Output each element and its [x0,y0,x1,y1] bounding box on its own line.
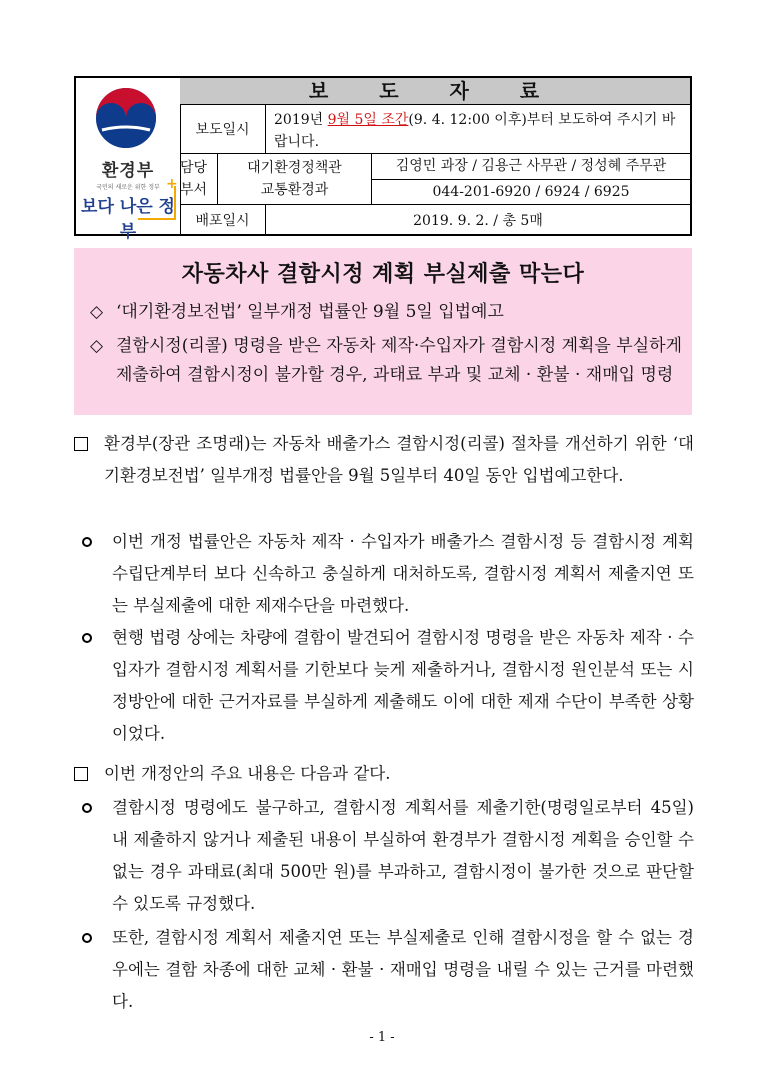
section-1-item-1-text: 이번 개정 법률안은 자동차 제작 · 수입자가 배출가스 결함시정 등 결함시정 계획 수립단계부터 보다 신속하고 충실하게 대처하도록, 결함시정 계획서 제출지연 또는 부실제출에 대한 제재수단을 마련했다. [112,532,694,615]
circle-bullet-icon [82,922,92,954]
headline-title: 자동차사 결함시정 계획 부실제출 막는다 [181,262,585,287]
headline-sub-1-text: ‘대기환경보전법’ 일부개정 법률안 9월 5일 입법예고 [116,302,504,322]
section-2-paragraph [74,758,694,790]
ministry-name: 환경부 [101,161,155,181]
taegeuk-emblem-icon [92,84,160,152]
government-brand: 보다 나은 정부 [81,197,175,242]
section-2-item-1 [82,792,694,920]
square-bullet-icon [74,758,88,792]
diamond-bullet-icon: ◇ [90,302,104,322]
headline-box [74,248,692,415]
circle-bullet-icon [82,622,92,654]
department-office: 대기환경정책관 [247,160,342,176]
circle-bullet-icon [82,526,92,558]
department-label: 담당 부서 [180,154,218,204]
section-1-item-1 [82,526,694,622]
press-release-header [74,76,692,242]
contact-info [372,154,690,204]
department-name [218,154,372,204]
page-number: - 1 - [369,1030,395,1045]
square-bullet-icon [74,428,88,462]
distribution-row [180,205,690,234]
section-1-text: 환경부(장관 조명래)는 자동차 배출가스 결함시정(리콜) 절차를 개선하기 위한 ‘대기환경보전법’ 일부개정 법률안을 9월 5일부터 40일 동안 입법예고한다. [104,434,694,485]
plus-icon: + [166,176,178,192]
section-2-text: 이번 개정안의 주요 내용은 다음과 같다. [104,764,391,783]
headline-sub-2 [90,332,682,390]
section-2-item-1-text: 결함시정 명령에도 불구하고, 결함시정 계획서를 제출기한(명령일로부터 45일) 내 제출하지 않거나 제출된 내용이 부실하여 환경부가 결함시정 계획을 승인할 수 없는 경우 과태료(최대 500만 원)를 부과하고, 결함시정이 불가한 것으로 판단할 수 있도록 규정했다. [112,798,694,913]
distribution-label: 배포일시 [180,205,266,234]
department-division: 교통환경과 [260,182,329,198]
circle-bullet-icon [82,792,92,824]
department-row [180,154,690,205]
embargo-row [180,105,690,154]
embargo-text [266,105,690,153]
embargo-date-highlight: 9월 5일 조간 [327,112,409,128]
section-2-item-2 [82,922,694,1018]
section-1-paragraph [74,428,694,492]
doc-type-title: 보 도 자 료 [180,78,690,105]
section-1-item-2-text: 현행 법령 상에는 차량에 결함이 발견되어 결함시정 명령을 받은 자동차 제작 · 수입자가 결함시정 계획서를 기한보다 늦게 제출하거나, 결함시정 원인분석 또는 시정방안에 대한 근거자료를 부실하게 제출해도 이에 대한 제재 수단이 부족한 상황이었다. [112,628,694,743]
distribution-value: 2019. 9. 2. / 총 5매 [413,212,543,229]
headline-sub-1 [90,298,682,327]
government-tagline: 국민의 새로운 위한 정부 [96,184,160,191]
embargo-date-prefix: 2019년 [274,112,328,128]
section-2-item-2-text: 또한, 결함시정 계획서 제출지연 또는 부실제출로 인해 결함시정을 할 수 없는 경우에는 결함 차종에 대한 교체 · 환불 · 재매입 명령을 내릴 수 있는 근거를 마련했다. [112,928,694,1011]
contact-people: 김영민 과장 / 김용근 사무관 / 정성혜 주무관 [372,154,690,180]
ministry-logo-cell [76,78,181,242]
section-1-item-2 [82,622,694,750]
headline-sub-2-text: 결함시정(리콜) 명령을 받은 자동차 제작·수입자가 결함시정 계획을 부실하게 제출하여 결함시정이 불가할 경우, 과태료 부과 및 교체 · 환불 · 재매입 명령 [116,336,682,385]
contact-phone: 044-201-6920 / 6924 / 6925 [432,184,630,200]
embargo-label: 보도일시 [180,105,266,153]
embargo-date-suffix: (9. 4. 12:00 이후)부터 보도하여 주시기 바랍니다. [274,112,676,150]
diamond-bullet-icon: ◇ [90,336,104,356]
